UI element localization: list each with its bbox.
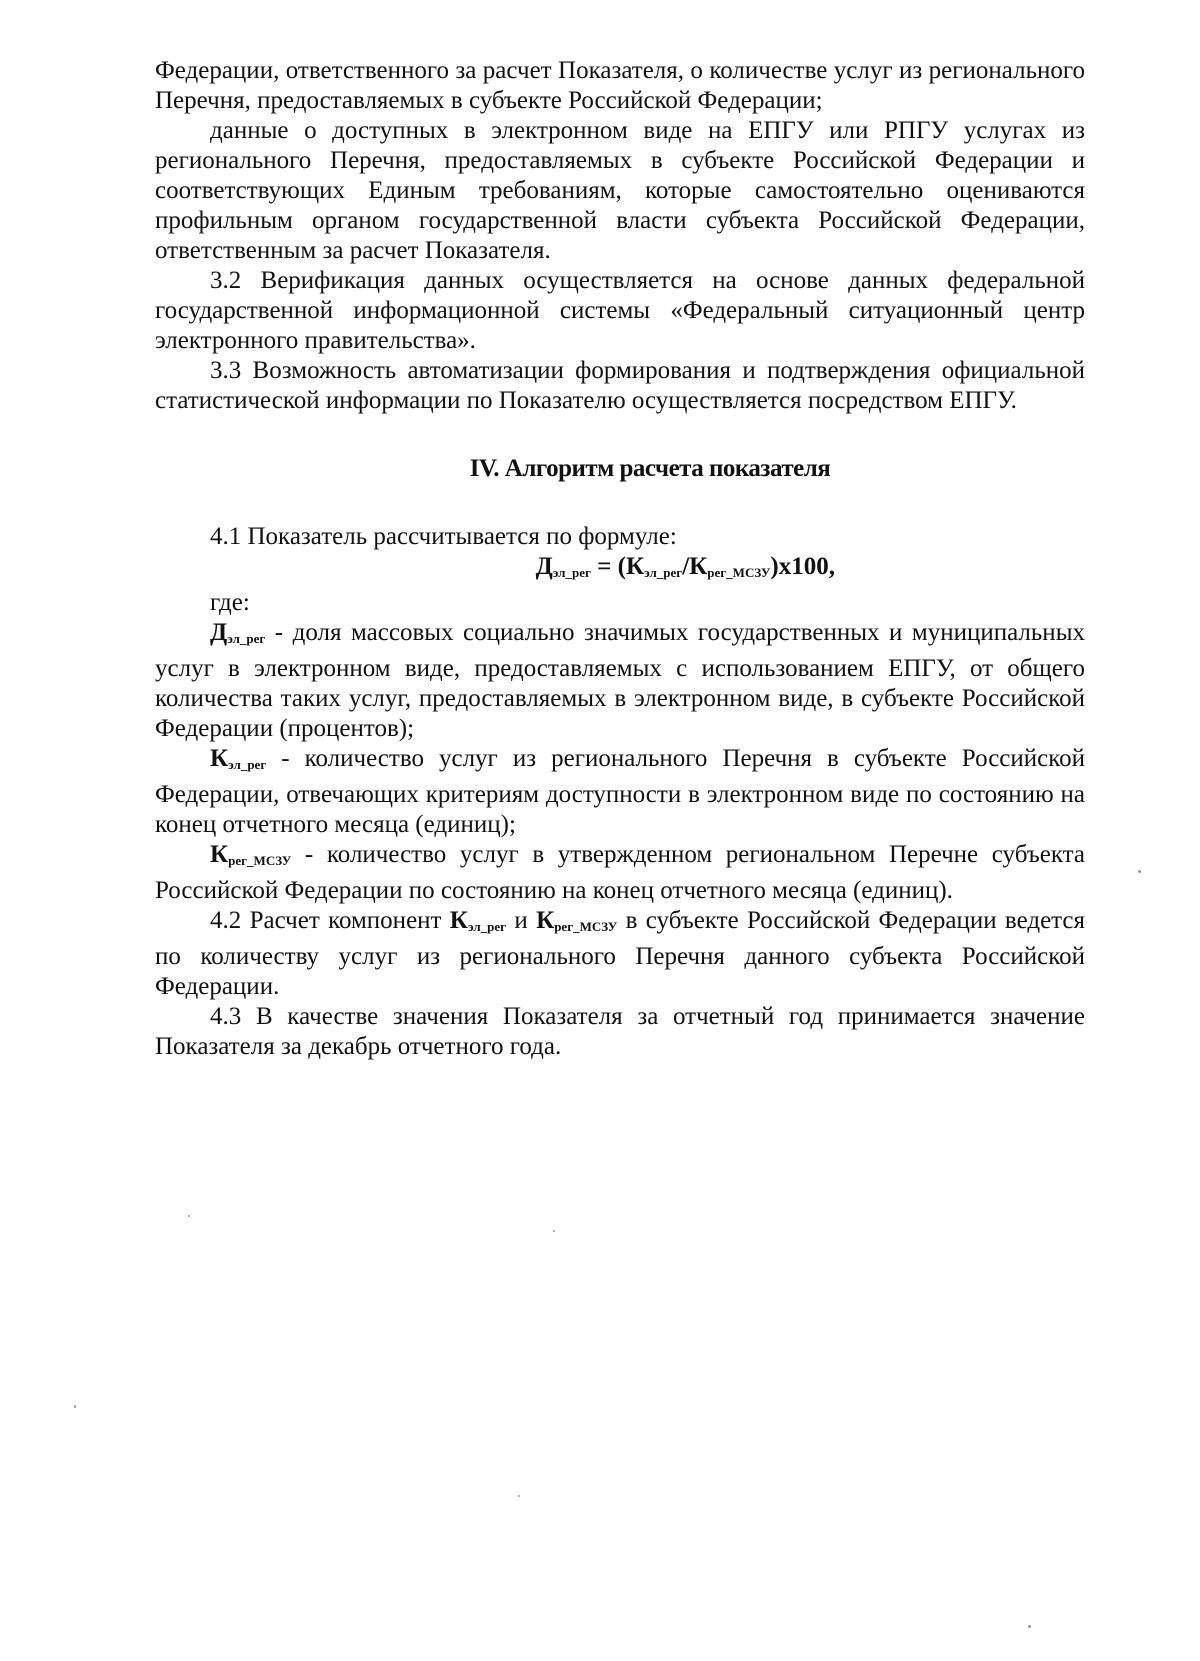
formula-lhs: $Д_{эл\_рег}$ xyxy=(535,553,591,580)
definition-k-reg-text: - количество услуг в утвержденном региональном Перечне субъекта Российской Федерации по состоянию на конец отчетного месяца (единиц). xyxy=(155,841,1085,904)
scan-speck xyxy=(1138,870,1141,873)
scan-speck xyxy=(74,1405,76,1408)
formula xyxy=(155,552,1085,588)
definition-d-text: - доля массовых социально значимых государственных и муниципальных услуг в электронном виде, предоставляемых с использованием ЕПГУ, от общего количества таких услуг, предоставляемых в электронном виде, в субъекте Российской Федерации (процентов); xyxy=(155,619,1085,742)
paragraph-continuation: Федерации, ответственного за расчет Показателя, о количестве услуг из регионального Перечня, предоставляемых в субъекте Российской Федерации; xyxy=(155,57,1085,114)
formula-tail: )x100, xyxy=(770,553,835,580)
paragraph-4-2: 4.2 Расчет компонент $К_{эл\_рег}$ и $К_{рег\_МСЗУ}$ в субъекте Российской Федерации ведется по количеству услуг из регионального Перечня данного субъекта Российской Федерации. xyxy=(155,907,1085,1000)
document-body xyxy=(155,56,1085,1062)
definition-k-el xyxy=(155,744,1085,840)
formula-eq: = ( xyxy=(590,553,626,580)
paragraph-4-3: 4.3 В качестве значения Показателя за отчетный год принимается значение Показателя за декабрь отчетного года. xyxy=(155,1003,1085,1060)
formula-k2: $К_{рег\_МСЗУ}$ xyxy=(689,553,771,580)
definition-d-symbol: $Д_{эл\_рег}$ xyxy=(210,619,266,646)
definition-k-reg xyxy=(155,840,1085,906)
paragraph-3-2: 3.2 Верификация данных осуществляется на основе данных федеральной государственной информационной системы «Федеральный ситуационный центр электронного правительства». xyxy=(155,267,1085,354)
scan-speck xyxy=(1028,1625,1031,1628)
definition-k-el-text: - количество услуг из регионального Перечня в субъекте Российской Федерации, отвечающих критериям доступности в электронном виде по состоянию на конец отчетного месяца (единиц); xyxy=(155,745,1085,838)
formula-slash: / xyxy=(682,553,690,580)
scan-speck xyxy=(518,1495,520,1497)
scan-speck xyxy=(553,1230,555,1232)
definition-k-reg-symbol: $К_{рег\_МСЗУ}$ xyxy=(210,841,292,868)
where-label: где: xyxy=(210,589,250,616)
paragraph-electronic-data: данные о доступных в электронном виде на ЕПГУ или РПГУ услугах из регионального Перечня, предоставляемых в субъекте Российской Федерации и соответствующих Единым требованиям, которые самостоятельно оцениваются профильным органом государственной власти субъекта Российской Федерации, ответственным за расчет Показателя. xyxy=(155,117,1085,264)
p42-k1: $К_{эл\_рег}$ xyxy=(449,907,507,934)
section-heading: IV. Алгоритм расчета показателя xyxy=(469,455,831,482)
p42-k2: $К_{рег\_МСЗУ}$ xyxy=(536,907,618,934)
paragraph-4-1: 4.1 Показатель рассчитывается по формуле: xyxy=(210,523,677,550)
formula-k1: $К_{эл\_рег}$ xyxy=(625,553,683,580)
definition-k-el-symbol: $К_{эл\_рег}$ xyxy=(210,745,267,772)
paragraph-3-3: 3.3 Возможность автоматизации формирования и подтверждения официальной статистической информации по Показателю осуществляется посредством ЕПГУ. xyxy=(155,357,1085,414)
definition-d xyxy=(155,618,1085,744)
scan-speck xyxy=(188,1215,190,1217)
